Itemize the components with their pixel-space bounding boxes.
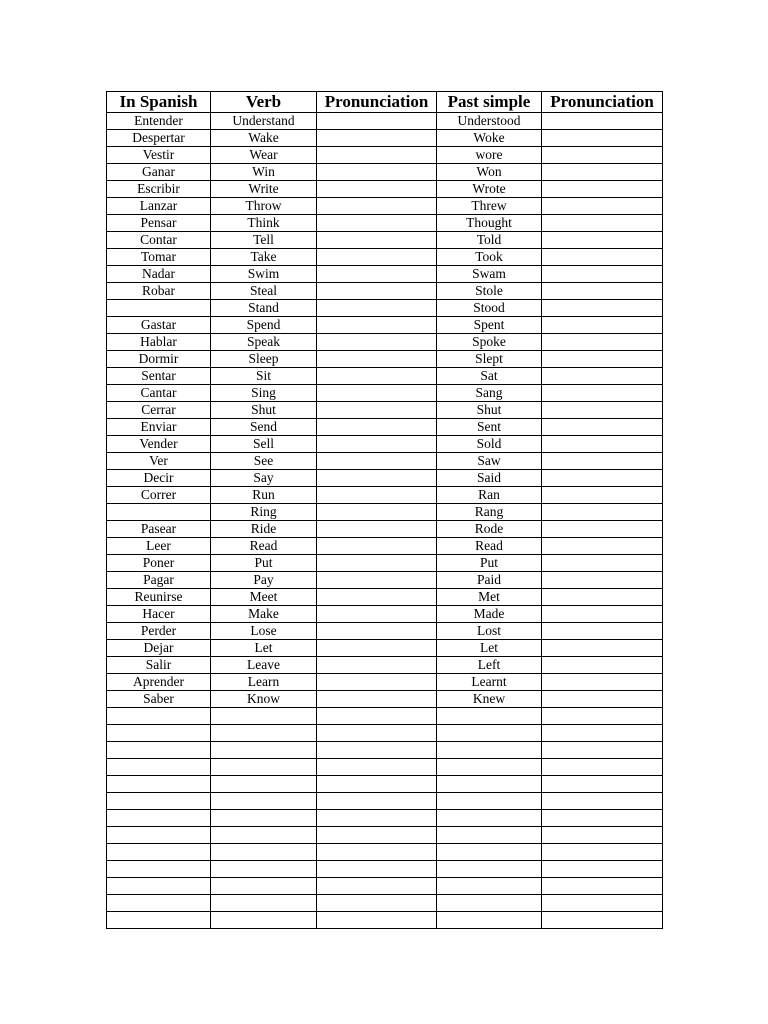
past-simple-cell: Threw [437,198,542,215]
past-simple-cell [437,725,542,742]
spanish-cell [107,725,211,742]
verb-cell: Think [211,215,317,232]
table-row [107,470,663,487]
past-pronunciation-cell [542,555,663,572]
pronunciation-cell [317,402,437,419]
pronunciation-cell [317,589,437,606]
past-pronunciation-cell [542,419,663,436]
pronunciation-cell [317,198,437,215]
past-simple-cell: Understood [437,113,542,130]
pronunciation-cell [317,436,437,453]
pronunciation-cell [317,776,437,793]
past-pronunciation-cell [542,368,663,385]
verb-cell [211,895,317,912]
table-row [107,793,663,810]
past-pronunciation-cell [542,589,663,606]
table-row [107,249,663,266]
pronunciation-cell [317,725,437,742]
past-simple-cell: Took [437,249,542,266]
spanish-cell [107,827,211,844]
spanish-cell: Pensar [107,215,211,232]
spanish-cell [107,300,211,317]
past-pronunciation-cell [542,606,663,623]
past-simple-cell: Wrote [437,181,542,198]
past-pronunciation-cell [542,198,663,215]
past-pronunciation-cell [542,266,663,283]
past-pronunciation-cell [542,810,663,827]
past-simple-cell [437,793,542,810]
spanish-cell: Robar [107,283,211,300]
past-pronunciation-cell [542,657,663,674]
past-simple-cell: Ran [437,487,542,504]
past-pronunciation-cell [542,708,663,725]
spanish-cell: Vestir [107,147,211,164]
verb-cell [211,759,317,776]
pronunciation-cell [317,215,437,232]
pronunciation-cell [317,419,437,436]
spanish-cell: Pasear [107,521,211,538]
spanish-cell: Hablar [107,334,211,351]
past-simple-cell: Knew [437,691,542,708]
table-row [107,606,663,623]
past-simple-cell: Stood [437,300,542,317]
pronunciation-cell [317,317,437,334]
pronunciation-cell [317,912,437,929]
header-verb: Verb [211,92,317,113]
verb-cell: Pay [211,572,317,589]
table-row [107,487,663,504]
spanish-cell [107,776,211,793]
spanish-cell: Escribir [107,181,211,198]
past-simple-cell: Let [437,640,542,657]
past-pronunciation-cell [542,844,663,861]
table-row [107,504,663,521]
pronunciation-cell [317,742,437,759]
table-row [107,623,663,640]
past-simple-cell: Saw [437,453,542,470]
past-simple-cell [437,810,542,827]
verb-cell: Understand [211,113,317,130]
spanish-cell: Poner [107,555,211,572]
verb-cell: Sit [211,368,317,385]
verb-cell: Stand [211,300,317,317]
table-row [107,742,663,759]
verb-cell: Lose [211,623,317,640]
header-past-pronunciation: Pronunciation [542,92,663,113]
spanish-cell: Dormir [107,351,211,368]
past-pronunciation-cell [542,317,663,334]
table-row [107,453,663,470]
verb-cell: Steal [211,283,317,300]
pronunciation-cell [317,623,437,640]
table-row [107,640,663,657]
header-row [107,92,663,113]
spanish-cell [107,895,211,912]
past-simple-cell: Thought [437,215,542,232]
past-simple-cell: Made [437,606,542,623]
table-row [107,300,663,317]
past-simple-cell [437,844,542,861]
spanish-cell: Salir [107,657,211,674]
verb-cell [211,793,317,810]
past-simple-cell: Rode [437,521,542,538]
spanish-cell: Reunirse [107,589,211,606]
table-row [107,861,663,878]
past-pronunciation-cell [542,249,663,266]
spanish-cell [107,793,211,810]
spanish-cell: Hacer [107,606,211,623]
verb-cell: Ring [211,504,317,521]
pronunciation-cell [317,810,437,827]
table-row [107,402,663,419]
past-simple-cell: Stole [437,283,542,300]
verb-table [106,91,663,929]
spanish-cell: Entender [107,113,211,130]
past-pronunciation-cell [542,912,663,929]
header-past-simple: Past simple [437,92,542,113]
pronunciation-cell [317,147,437,164]
table-row [107,113,663,130]
verb-cell: Tell [211,232,317,249]
past-pronunciation-cell [542,640,663,657]
verb-cell: Leave [211,657,317,674]
spanish-cell [107,844,211,861]
verb-cell [211,725,317,742]
spanish-cell: Nadar [107,266,211,283]
table-row [107,436,663,453]
past-simple-cell: Rang [437,504,542,521]
verb-cell: Throw [211,198,317,215]
spanish-cell: Tomar [107,249,211,266]
past-pronunciation-cell [542,147,663,164]
past-pronunciation-cell [542,538,663,555]
past-simple-cell [437,861,542,878]
verb-cell: Wear [211,147,317,164]
pronunciation-cell [317,827,437,844]
past-simple-cell: Sat [437,368,542,385]
past-pronunciation-cell [542,334,663,351]
past-simple-cell: Sent [437,419,542,436]
past-simple-cell: Learnt [437,674,542,691]
table-row [107,912,663,929]
pronunciation-cell [317,249,437,266]
past-pronunciation-cell [542,470,663,487]
pronunciation-cell [317,334,437,351]
past-simple-cell: Slept [437,351,542,368]
past-simple-cell: Read [437,538,542,555]
verb-cell: See [211,453,317,470]
past-simple-cell: Sold [437,436,542,453]
table-row [107,385,663,402]
verb-cell [211,708,317,725]
past-pronunciation-cell [542,623,663,640]
verb-cell: Sleep [211,351,317,368]
table-row [107,674,663,691]
pronunciation-cell [317,895,437,912]
table-row [107,283,663,300]
pronunciation-cell [317,487,437,504]
spanish-cell: Correr [107,487,211,504]
verb-cell: Write [211,181,317,198]
table-row [107,368,663,385]
verb-cell [211,878,317,895]
pronunciation-cell [317,606,437,623]
verb-cell: Make [211,606,317,623]
pronunciation-cell [317,283,437,300]
table-row [107,351,663,368]
past-simple-cell [437,759,542,776]
table-row [107,215,663,232]
past-simple-cell: Sang [437,385,542,402]
table-row [107,130,663,147]
past-simple-cell [437,878,542,895]
pronunciation-cell [317,504,437,521]
table-row [107,334,663,351]
spanish-cell: Despertar [107,130,211,147]
table-row [107,657,663,674]
past-pronunciation-cell [542,164,663,181]
pronunciation-cell [317,266,437,283]
past-simple-cell: Spoke [437,334,542,351]
pronunciation-cell [317,793,437,810]
spanish-cell [107,759,211,776]
past-pronunciation-cell [542,827,663,844]
past-simple-cell [437,895,542,912]
verb-cell: Put [211,555,317,572]
table-row [107,844,663,861]
spanish-cell: Enviar [107,419,211,436]
pronunciation-cell [317,538,437,555]
spanish-cell [107,878,211,895]
verb-cell: Know [211,691,317,708]
past-simple-cell: Paid [437,572,542,589]
past-pronunciation-cell [542,691,663,708]
verb-cell [211,810,317,827]
past-pronunciation-cell [542,725,663,742]
verb-cell [211,844,317,861]
past-pronunciation-cell [542,385,663,402]
pronunciation-cell [317,164,437,181]
table-row [107,776,663,793]
past-simple-cell [437,827,542,844]
spanish-cell: Vender [107,436,211,453]
past-simple-cell [437,912,542,929]
past-pronunciation-cell [542,776,663,793]
table-row [107,572,663,589]
verb-cell: Speak [211,334,317,351]
past-pronunciation-cell [542,521,663,538]
table-row [107,827,663,844]
spanish-cell: Cerrar [107,402,211,419]
verb-cell: Run [211,487,317,504]
verb-cell: Wake [211,130,317,147]
spanish-cell [107,708,211,725]
pronunciation-cell [317,113,437,130]
past-pronunciation-cell [542,878,663,895]
verb-cell [211,776,317,793]
header-in-spanish: In Spanish [107,92,211,113]
table-row [107,895,663,912]
spanish-cell [107,912,211,929]
spanish-cell: Ver [107,453,211,470]
table-row [107,538,663,555]
past-simple-cell: Swam [437,266,542,283]
past-pronunciation-cell [542,453,663,470]
pronunciation-cell [317,232,437,249]
verb-cell: Learn [211,674,317,691]
pronunciation-cell [317,555,437,572]
past-pronunciation-cell [542,402,663,419]
table-row [107,164,663,181]
spanish-cell: Pagar [107,572,211,589]
verb-cell: Swim [211,266,317,283]
past-simple-cell: Woke [437,130,542,147]
pronunciation-cell [317,385,437,402]
past-pronunciation-cell [542,793,663,810]
pronunciation-cell [317,674,437,691]
verb-cell: Ride [211,521,317,538]
verb-cell: Sing [211,385,317,402]
pronunciation-cell [317,351,437,368]
table-row [107,181,663,198]
spanish-cell: Leer [107,538,211,555]
past-pronunciation-cell [542,759,663,776]
past-simple-cell: Lost [437,623,542,640]
pronunciation-cell [317,300,437,317]
pronunciation-cell [317,572,437,589]
spanish-cell [107,742,211,759]
table-row [107,266,663,283]
table-row [107,419,663,436]
past-pronunciation-cell [542,674,663,691]
past-simple-cell: Put [437,555,542,572]
verb-cell [211,827,317,844]
past-simple-cell [437,708,542,725]
verb-cell: Shut [211,402,317,419]
spanish-cell: Dejar [107,640,211,657]
past-simple-cell: Spent [437,317,542,334]
verb-cell [211,861,317,878]
past-pronunciation-cell [542,487,663,504]
pronunciation-cell [317,453,437,470]
pronunciation-cell [317,657,437,674]
header-pronunciation: Pronunciation [317,92,437,113]
table-row [107,589,663,606]
table-row [107,810,663,827]
verb-cell [211,742,317,759]
verb-cell: Send [211,419,317,436]
table-body [107,113,663,929]
spanish-cell: Perder [107,623,211,640]
past-simple-cell: Left [437,657,542,674]
pronunciation-cell [317,130,437,147]
verb-cell: Win [211,164,317,181]
table-row [107,691,663,708]
table-row [107,147,663,164]
past-simple-cell: Met [437,589,542,606]
spanish-cell: Lanzar [107,198,211,215]
pronunciation-cell [317,368,437,385]
past-simple-cell: Said [437,470,542,487]
pronunciation-cell [317,759,437,776]
verb-cell: Meet [211,589,317,606]
table-row [107,232,663,249]
past-pronunciation-cell [542,895,663,912]
verb-cell: Say [211,470,317,487]
spanish-cell [107,810,211,827]
past-simple-cell: Won [437,164,542,181]
past-pronunciation-cell [542,130,663,147]
pronunciation-cell [317,708,437,725]
verb-cell: Let [211,640,317,657]
verb-cell: Spend [211,317,317,334]
spanish-cell [107,861,211,878]
table-row [107,555,663,572]
verb-cell: Take [211,249,317,266]
table-row [107,317,663,334]
spanish-cell: Cantar [107,385,211,402]
past-simple-cell [437,776,542,793]
past-simple-cell: Shut [437,402,542,419]
past-pronunciation-cell [542,572,663,589]
past-pronunciation-cell [542,300,663,317]
pronunciation-cell [317,844,437,861]
past-pronunciation-cell [542,742,663,759]
past-pronunciation-cell [542,351,663,368]
spanish-cell: Sentar [107,368,211,385]
verb-cell: Sell [211,436,317,453]
past-pronunciation-cell [542,232,663,249]
spanish-cell: Saber [107,691,211,708]
pronunciation-cell [317,861,437,878]
pronunciation-cell [317,640,437,657]
past-simple-cell: wore [437,147,542,164]
spanish-cell: Decir [107,470,211,487]
pronunciation-cell [317,878,437,895]
pronunciation-cell [317,181,437,198]
pronunciation-cell [317,521,437,538]
table-row [107,759,663,776]
past-pronunciation-cell [542,861,663,878]
spanish-cell [107,504,211,521]
past-pronunciation-cell [542,504,663,521]
past-pronunciation-cell [542,181,663,198]
pronunciation-cell [317,691,437,708]
pronunciation-cell [317,470,437,487]
table-row [107,725,663,742]
past-pronunciation-cell [542,436,663,453]
past-simple-cell [437,742,542,759]
verb-cell: Read [211,538,317,555]
spanish-cell: Ganar [107,164,211,181]
past-simple-cell: Told [437,232,542,249]
table-row [107,708,663,725]
spanish-cell: Gastar [107,317,211,334]
spanish-cell: Aprender [107,674,211,691]
table-row [107,198,663,215]
table-row [107,878,663,895]
spanish-cell: Contar [107,232,211,249]
table-row [107,521,663,538]
past-pronunciation-cell [542,283,663,300]
verb-cell [211,912,317,929]
past-pronunciation-cell [542,215,663,232]
past-pronunciation-cell [542,113,663,130]
